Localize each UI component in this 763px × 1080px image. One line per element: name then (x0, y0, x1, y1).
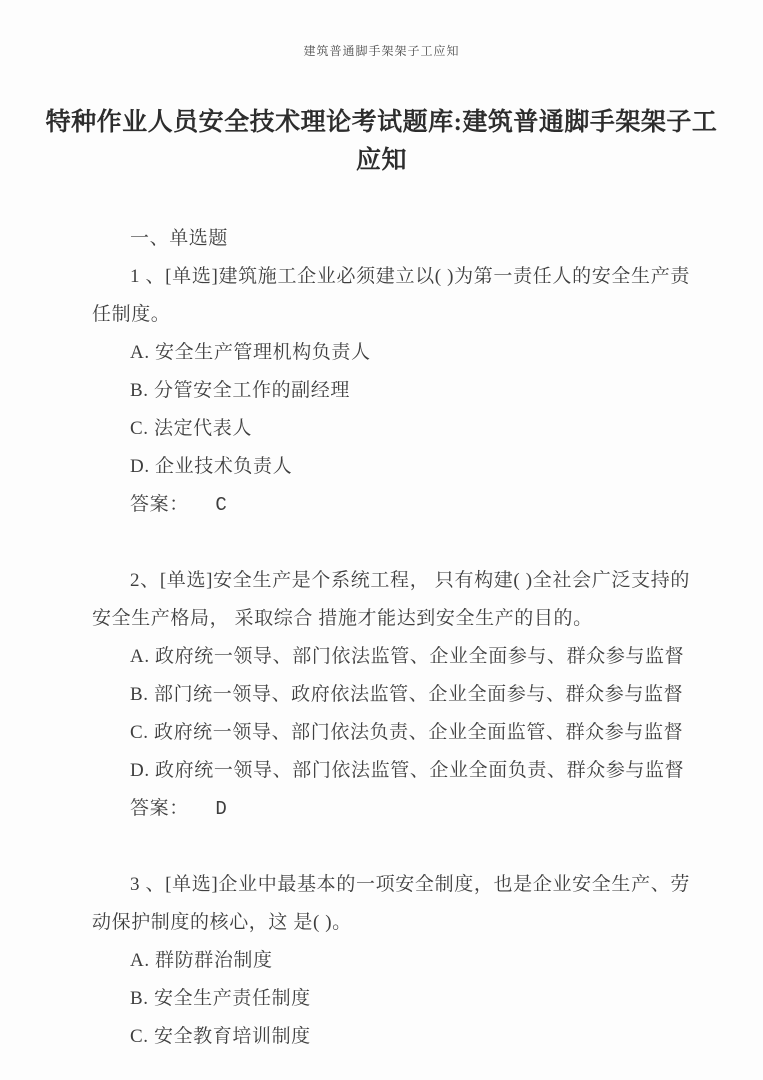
section-heading-single-choice: 一、单选题 (130, 228, 229, 249)
question-1-stem: 1 、[单选]建筑施工企业必须建立以( )为第一责任人的安全生产责任制度。 (92, 266, 690, 325)
question-1-answer-line (130, 486, 690, 524)
question-2-stem: 2、[单选]安全生产是个系统工程， 只有构建( )全社会广泛支持的安全生产格局， 采取综合 措施才能达到安全生产的目的。 (92, 570, 690, 629)
document-body (92, 220, 690, 1056)
question-3-option-b: B. 安全生产责任制度 (130, 988, 311, 1009)
question-1-option-b: B. 分管安全工作的副经理 (130, 380, 350, 401)
question-2-option-a: A. 政府统一领导、部门依法监管、企业全面参与、群众参与监督 (130, 646, 685, 667)
question-3-stem: 3 、[单选]企业中最基本的一项安全制度，也是企业安全生产、劳动保护制度的核心，这 是( )。 (92, 874, 690, 933)
question-2 (92, 562, 690, 828)
question-3-option-c: C. 安全教育培训制度 (130, 1026, 311, 1047)
question-2-answer-line (130, 790, 690, 828)
question-1-answer-value: C (215, 494, 228, 516)
question-2-answer-value: D (215, 798, 228, 820)
question-2-answer-label: 答案： (130, 798, 189, 819)
question-2-option-b: B. 部门统一领导、政府依法监管、企业全面参与、群众参与监督 (130, 684, 684, 705)
question-3-option-a: A. 群防群治制度 (130, 950, 273, 971)
question-1-option-d: D. 企业技术负责人 (130, 456, 293, 477)
question-2-option-c: C. 政府统一领导、部门依法负责、企业全面监管、群众参与监督 (130, 722, 684, 743)
question-2-option-d: D. 政府统一领导、部门依法监管、企业全面负责、群众参与监督 (130, 760, 685, 781)
question-1-option-c: C. 法定代表人 (130, 418, 252, 439)
question-1 (92, 258, 690, 524)
running-header: 建筑普通脚手架架子工应知 (303, 44, 460, 58)
document-title: 特种作业人员安全技术理论考试题库:建筑普通脚手架架子工应知 (45, 109, 718, 174)
question-1-answer-label: 答案： (130, 494, 189, 515)
question-3 (92, 866, 690, 1056)
question-1-option-a: A. 安全生产管理机构负责人 (130, 342, 371, 363)
